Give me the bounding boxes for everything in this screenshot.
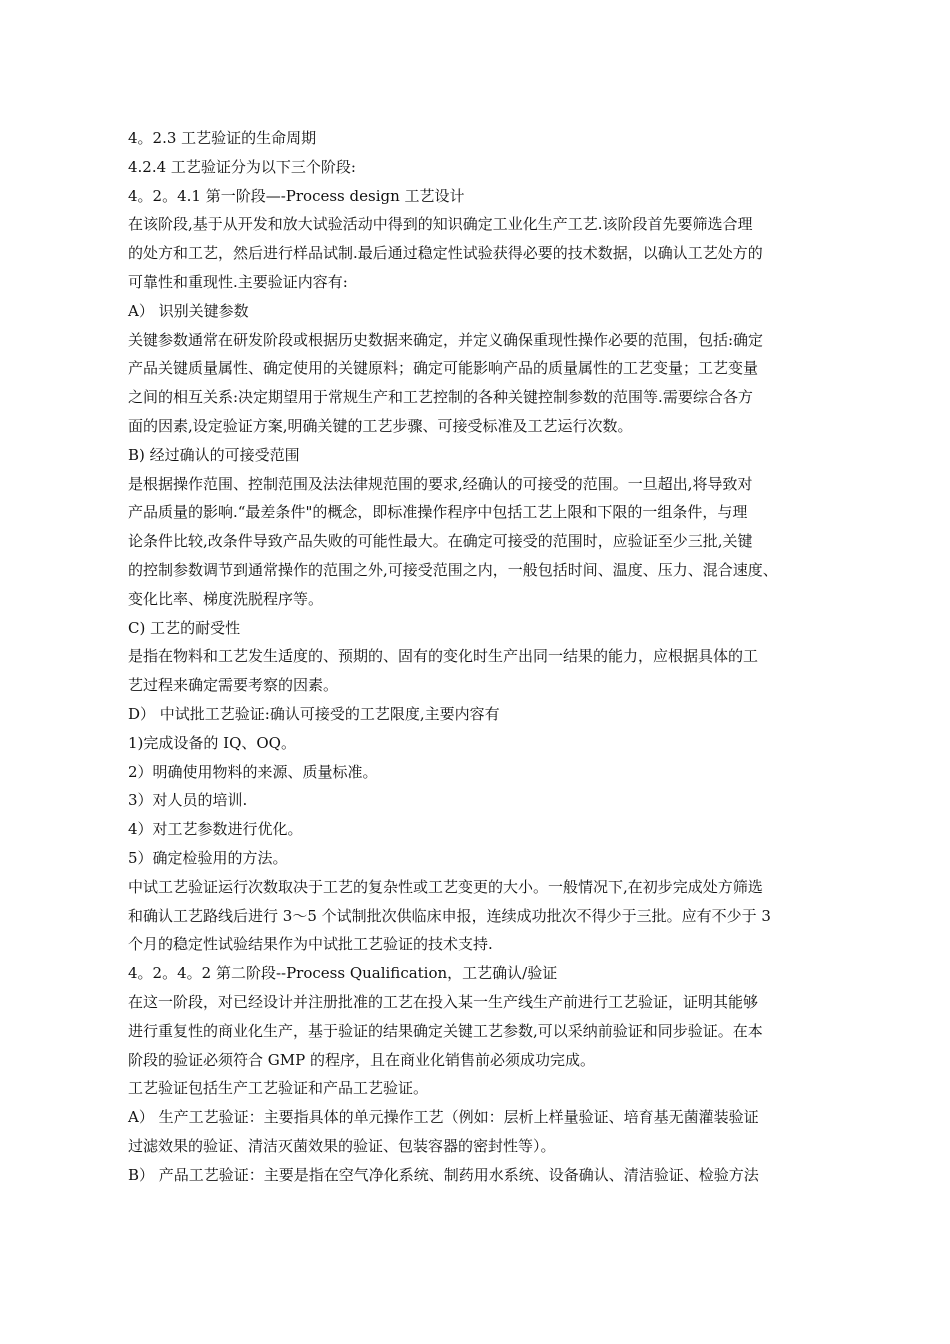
paragraph-line: 面的因素,设定验证方案,明确关键的工艺步骤、可接受标准及工艺运行次数。 — [128, 416, 633, 435]
paragraph-line: 的处方和工艺，然后进行样品试制.最后通过稳定性试验获得必要的技术数据，以确认工艺处方的 — [128, 244, 763, 263]
list-item: 2）明确使用物料的来源、质量标准。 — [128, 762, 378, 781]
subsection-heading-4-2: 4。2。4。2 第二阶段--Process Qualification，工艺确认/验证 — [128, 964, 558, 983]
paragraph-line: 艺过程来确定需要考察的因素。 — [128, 676, 339, 695]
section-heading-2-3: 4。2.3 工艺验证的生命周期 — [128, 129, 317, 147]
paragraph-line: 是指在物料和工艺发生适度的、预期的、固有的变化时生产出同一结果的能力，应根据具体的工 — [128, 647, 759, 666]
paragraph-line: 过滤效果的验证、清洁灭菌效果的验证、包装容器的密封性等）。 — [128, 1136, 556, 1155]
paragraph-line: 是根据操作范围、控制范围及法法律规范围的要求,经确认的可接受的范围。一旦超出,将导致对 — [128, 474, 753, 493]
list-item: 3）对人员的培训. — [128, 791, 248, 810]
item-heading-b: B） 产品工艺验证：主要是指在空气净化系统、制药用水系统、设备确认、清洁验证、检验方法 — [128, 1165, 759, 1184]
paragraph-line: 中试工艺验证运行次数取决于工艺的复杂性或工艺变更的大小。一般情况下,在初步完成处方筛选 — [128, 877, 763, 896]
paragraph-line: 变化比率、梯度洗脱程序等。 — [128, 589, 324, 608]
paragraph-line: 在这一阶段，对已经设计并注册批准的工艺在投入某一生产线生产前进行工艺验证，证明其能够 — [128, 992, 759, 1011]
paragraph-line: 论条件比较,改条件导致产品失败的可能性最大。在确定可接受的范围时，应验证至少三批,关键 — [128, 532, 753, 551]
paragraph-line: 和确认工艺路线后进行 3～5 个试制批次供临床申报，连续成功批次不得少于三批。应有不少于 3 — [128, 906, 771, 925]
paragraph-line: 关键参数通常在研发阶段或根据历史数据来确定，并定义确保重现性操作必要的范围，包括:确定 — [128, 330, 764, 349]
paragraph-line: 产品关键质量属性、确定使用的关键原料；确定可能影响产品的质量属性的工艺变量；工艺变量 — [128, 359, 759, 378]
paragraph-line: 阶段的验证必须符合 GMP 的程序，且在商业化销售前必须成功完成。 — [128, 1050, 595, 1069]
paragraph-line: 之间的相互关系:决定期望用于常规生产和工艺控制的各种关键控制参数的范围等.需要综合各方 — [128, 388, 753, 407]
item-heading-a: A） 识别关键参数 — [128, 301, 249, 320]
item-heading-d: D） 中试批工艺验证:确认可接受的工艺限度,主要内容有 — [128, 704, 500, 723]
list-item: 4）对工艺参数进行优化。 — [128, 820, 303, 839]
paragraph-line: 在该阶段,基于从开发和放大试验活动中得到的知识确定工业化生产工艺.该阶段首先要筛选合理 — [128, 215, 753, 234]
paragraph-line: 个月的稳定性试验结果作为中试批工艺验证的技术支持. — [128, 935, 493, 954]
paragraph-line: 的控制参数调节到通常操作的范围之外,可接受范围之内，一般包括时间、温度、压力、混合速度、 — [128, 560, 778, 579]
paragraph-line: 可靠性和重现性.主要验证内容有: — [128, 272, 348, 291]
paragraph-line: 工艺验证包括生产工艺验证和产品工艺验证。 — [128, 1079, 429, 1098]
paragraph-line: 产品质量的影响.“最差条件"的概念，即标准操作程序中包括工艺上限和下限的一组条件，与理 — [128, 503, 748, 522]
item-heading-a: A） 生产工艺验证：主要指具体的单元操作工艺（例如：层析上样量验证、培育基无菌灌装验证 — [128, 1108, 759, 1127]
paragraph-line: 进行重复性的商业化生产，基于验证的结果确定关键工艺参数,可以采纳前验证和同步验证。在本 — [128, 1021, 763, 1040]
subsection-heading-4-1: 4。2。4.1 第一阶段—-Process design 工艺设计 — [128, 186, 465, 205]
list-item: 5）确定检验用的方法。 — [128, 848, 288, 867]
section-heading-2-4: 4.2.4 工艺验证分为以下三个阶段: — [128, 157, 356, 176]
list-item: 1)完成设备的 IQ、OQ。 — [128, 733, 296, 752]
item-heading-b: B) 经过确认的可接受范围 — [128, 445, 300, 464]
item-heading-c: C) 工艺的耐受性 — [128, 618, 241, 637]
document-body — [128, 124, 860, 1189]
